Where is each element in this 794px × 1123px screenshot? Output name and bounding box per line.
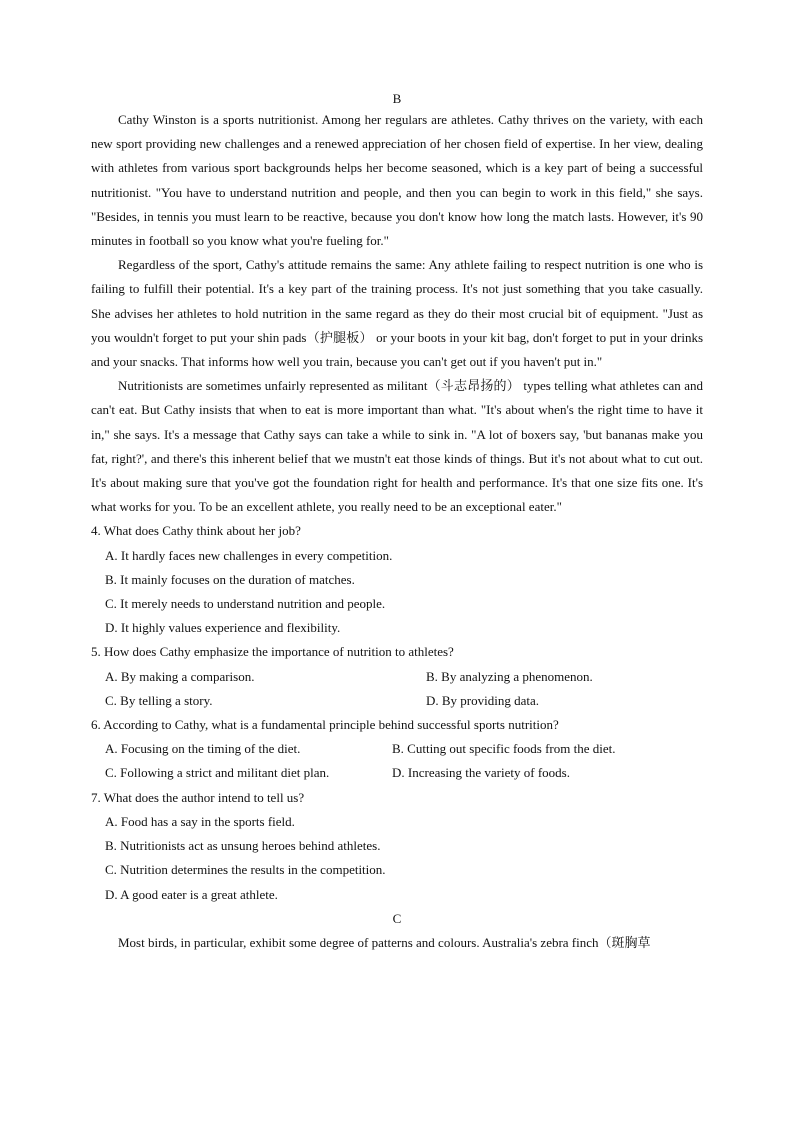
option-a: A. It hardly faces new challenges in every competition. (105, 547, 393, 563)
passage-b-paragraph-1: Cathy Winston is a sports nutritionist. Among her regulars are athletes. Cathy thrives on the variety, with each new sport providing new challenges and a renewed appreciation of her chosen field of expertise. In her view, dealing with athletes from various sport backgrounds helps her become seasoned, which is a key part of being a successful nutritionist. "You have to understand nutrition and people, and then you can begin to work in this field," she says. "Besides, in tennis you must learn to be reactive, because you don't know how long the match lasts. However, it's 90 minutes in football so you know what you're fueling for." (91, 112, 703, 249)
passage-b-paragraph-2: Regardless of the sport, Cathy's attitude remains the same: Any athlete failing to respect nutrition is one who is failing to fulfill their potential. It's a key part of the training process. It's not just something that you take casually. She advises her athletes to hold nutrition in the same regard as they do their most crucial bit of equipment. "Just as you wouldn't forget to put your shin pads（护腿板） or your boots in your kit bag, don't forget to put in your drinks and your snacks. That informs how well you train, because you can't get out if you haven't put in." (91, 257, 703, 370)
question-stem: 7. What does the author intend to tell us? (91, 789, 305, 805)
passage-b-paragraph-3: Nutritionists are sometimes unfairly represented as militant（斗志昂扬的） types telling what athletes can and can't eat. But Cathy insists that when to eat is more important than what. "It's about when's the right time to have it in," she says. It's a message that Cathy says can take a while to sink in. "A lot of boxers say, 'but bananas make you fat, right?', and there's this inherent belief that we mustn't eat those kinds of things. But it's not about what to cut out. It's about making sure that you've got the foundation right for health and performance. It's that one size fits one. It's what works for you. To be an excellent athlete, you really need to be an exceptional eater." (91, 378, 703, 515)
option-b: B. Cutting out specific foods from the diet. (392, 741, 616, 757)
section-c-title: C (392, 910, 402, 926)
section-c (91, 907, 703, 955)
question-stem: 6. According to Cathy, what is a fundamental principle behind successful sports nutrition? (91, 717, 559, 733)
question-5 (91, 640, 703, 713)
option-c: C. Following a strict and militant diet plan. (105, 765, 330, 781)
option-b: B. Nutritionists act as unsung heroes behind athletes. (105, 838, 381, 854)
option-b: B. It mainly focuses on the duration of matches. (105, 571, 355, 587)
question-7 (91, 786, 703, 907)
option-row (91, 737, 703, 761)
question-4 (91, 519, 703, 640)
option-c: C. It merely needs to understand nutrition and people. (105, 596, 386, 612)
option-d: D. It highly values experience and flexibility. (105, 620, 341, 636)
option-c: C. Nutrition determines the results in the competition. (105, 862, 386, 878)
option-row (91, 665, 703, 689)
section-b-title: B (392, 91, 402, 106)
option-row (91, 689, 703, 713)
option-a: A. Focusing on the timing of the diet. (105, 741, 301, 757)
option-a: A. By making a comparison. (105, 668, 255, 684)
question-6 (91, 713, 703, 786)
question-stem: 4. What does Cathy think about her job? (91, 523, 301, 539)
option-a: A. Food has a say in the sports field. (105, 813, 295, 829)
passage-c-first-line: Most birds, in particular, exhibit some degree of patterns and colours. Australia's zebra finch（斑胸草 (118, 934, 651, 950)
option-c: C. By telling a story. (105, 692, 213, 708)
document-page (91, 90, 703, 955)
option-row (91, 761, 703, 785)
option-d: D. A good eater is a great athlete. (105, 886, 278, 902)
question-stem: 5. How does Cathy emphasize the importance of nutrition to athletes? (91, 644, 454, 660)
option-d: D. Increasing the variety of foods. (392, 765, 570, 781)
option-b: B. By analyzing a phenomenon. (426, 668, 593, 684)
option-d: D. By providing data. (426, 692, 540, 708)
